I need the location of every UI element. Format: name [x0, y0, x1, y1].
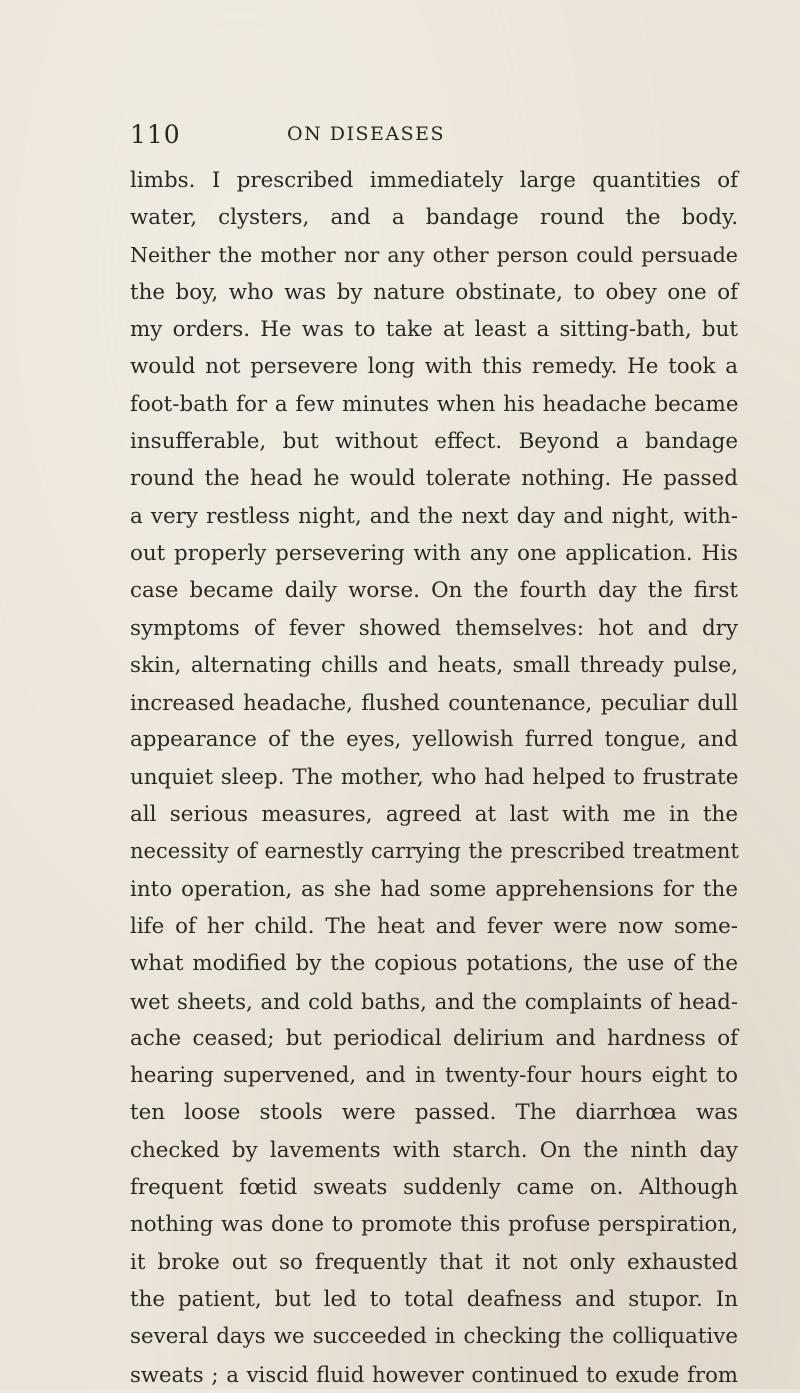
running-title: ON DISEASES — [287, 123, 445, 145]
text-line: skin, alternating chills and heats, small thready pulse, — [130, 652, 738, 678]
text-line: water, clysters, and a bandage round the body. — [130, 205, 738, 231]
text-line: unquiet sleep. The mother, who had helped to frustrate — [130, 764, 739, 790]
text-line: necessity of earnestly carrying the prescribed treatment — [130, 839, 739, 864]
text-line: appearance of the eyes, yellowish furred tongue, and — [130, 727, 738, 753]
text-line: several days we succeeded in checking the colliquative — [130, 1324, 738, 1350]
text-line: all serious measures, agreed at last with me in the — [130, 802, 738, 828]
text-line: sweats ; a viscid fluid however continued to exude from — [130, 1361, 738, 1387]
text-line: life of her child. The heat and fever were now some- — [130, 913, 738, 939]
text-line: nothing was done to promote this profuse perspiration, — [130, 1212, 738, 1238]
text-line: into operation, as she had some apprehensions for the — [130, 876, 738, 902]
text-line: round the head he would tolerate nothing. He passed — [130, 466, 738, 492]
text-line: increased headache, flushed countenance, peculiar dull — [130, 690, 738, 716]
text-line: frequent fœtid sweats suddenly came on. Although — [130, 1175, 738, 1201]
page-number: 110 — [130, 120, 181, 149]
text-line: the boy, who was by nature obstinate, to obey one of — [130, 279, 738, 305]
text-line: ten loose stools were passed. The diarrhœa was — [130, 1100, 738, 1126]
text-line: wet sheets, and cold baths, and the complaints of head- — [130, 988, 738, 1014]
text-line: it broke out so frequently that it not only exhausted — [130, 1249, 738, 1275]
text-line: foot-bath for a few minutes when his headache became — [130, 391, 739, 417]
body-text — [130, 162, 738, 1393]
text-line: checked by lavements with starch. On the ninth day — [130, 1137, 738, 1163]
text-line: what modified by the copious potations, the use of the — [130, 951, 738, 977]
text-line: hearing supervened, and in twenty-four hours eight to — [130, 1063, 738, 1089]
text-line: case became daily worse. On the fourth day the first — [130, 578, 738, 604]
text-line: limbs. I prescribed immediately large quantities of — [130, 168, 738, 193]
text-line: my orders. He was to take at least a sitting-bath, but — [130, 317, 738, 343]
text-line: insufferable, but without effect. Beyond a bandage — [130, 429, 738, 455]
running-head — [130, 120, 670, 150]
text-line: Neither the mother nor any other person could persuade — [130, 242, 738, 267]
text-line: out properly persevering with any one application. His — [130, 540, 738, 566]
text-line: symptoms of fever showed themselves: hot and dry — [130, 615, 738, 641]
text-line: a very restless night, and the next day and night, with- — [130, 503, 738, 529]
text-line: the patient, but led to total deafness and stupor. In — [130, 1286, 738, 1312]
text-line: would not persevere long with this remedy. He took a — [130, 354, 738, 380]
text-line: ache ceased; but periodical delirium and hardness of — [130, 1025, 738, 1051]
